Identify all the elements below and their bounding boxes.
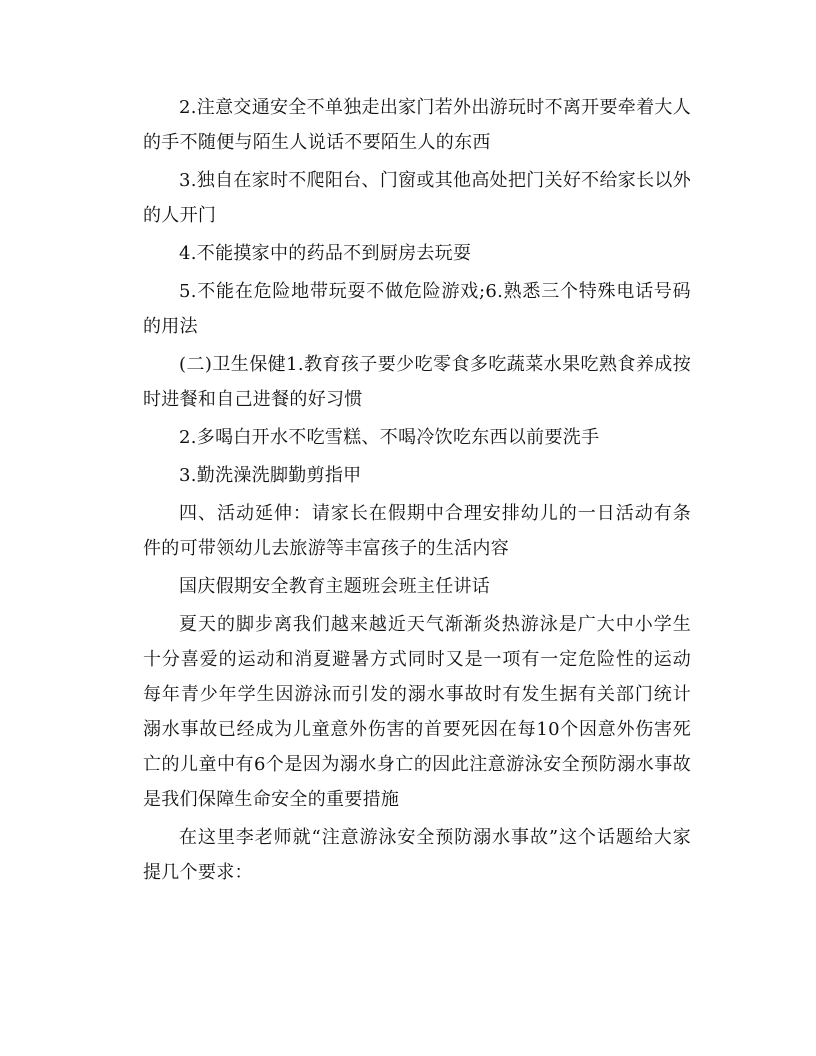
paragraph-activity-extension: 四、活动延伸：请家长在假期中合理安排幼儿的一日活动有条件的可带领幼儿去旅游等丰富孩子的生活内容 [143, 503, 691, 559]
paragraph-home-alone: 3.独自在家时不爬阳台、门窗或其他高处把门关好不给家长以外的人开门 [143, 170, 691, 226]
document-body [143, 90, 691, 893]
paragraph-bathing: 3.勤洗澡洗脚勤剪指甲 [179, 465, 362, 486]
paragraph-drink-water: 2.多喝白开水不吃雪糕、不喝冷饮吃东西以前要洗手 [179, 427, 600, 448]
paragraph-danger-zone: 5.不能在危险地带玩耍不做危险游戏;6.熟悉三个特殊电话号码的用法 [143, 281, 691, 337]
paragraph-medicine: 4.不能摸家中的药品不到厨房去玩耍 [179, 243, 472, 264]
section-title: 国庆假期安全教育主题班会班主任讲话 [179, 576, 491, 597]
paragraph-traffic-safety: 2.注意交通安全不单独走出家门若外出游玩时不离开要牵着大人的手不随便与陌生人说话不要陌生人的东西 [143, 97, 691, 153]
paragraph-requirements: 在这里李老师就“注意游泳安全预防溺水事故”这个话题给大家提几个要求： [143, 827, 691, 883]
paragraph-hygiene: (二)卫生保健1.教育孩子要少吃零食多吃蔬菜水果吃熟食养成按时进餐和自己进餐的好习惯 [143, 354, 691, 410]
paragraph-swimming-intro: 夏天的脚步离我们越来越近天气渐渐炎热游泳是广大中小学生十分喜爱的运动和消夏避暑方式同时又是一项有一定危险性的运动每年青少年学生因游泳而引发的溺水事故时有发生据有关部门统计溺水事故已经成为儿童意外伤害的首要死因在每10个因意外伤害死亡的儿童中有6个是因为溺水身亡的因此注意游泳安全预防溺水事故是我们保障生命安全的重要措施 [143, 614, 691, 810]
